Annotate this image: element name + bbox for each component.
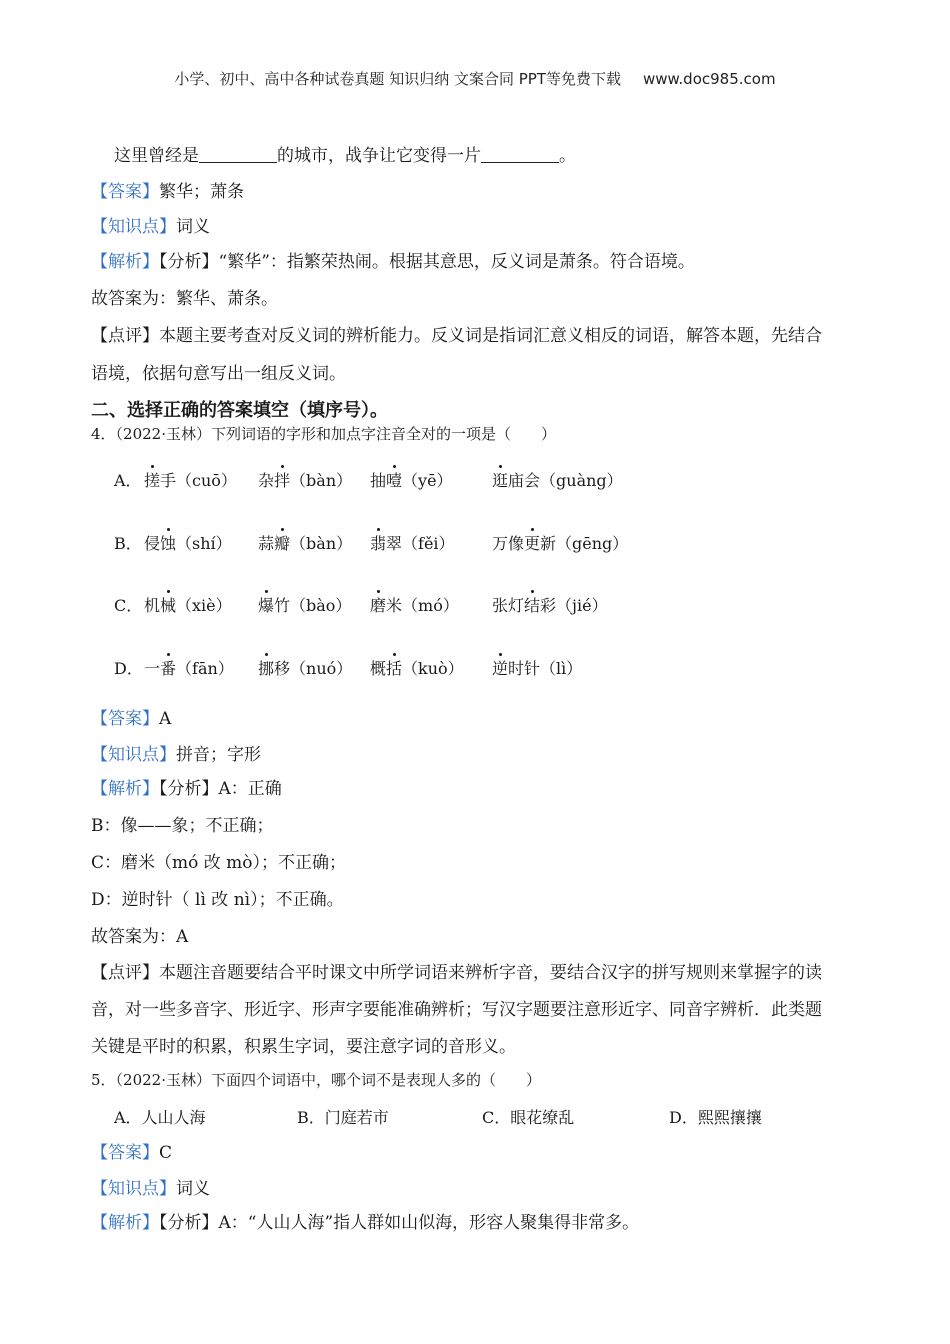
q4-review-line3: 关键是平时的积累，积累生字词，要注意字词的音形义。 <box>91 1037 516 1057</box>
word-part: 手（cuō） <box>160 471 237 490</box>
word-part: 翠（fěi） <box>386 534 455 553</box>
option-label: C． <box>114 596 143 615</box>
word-part: 概 <box>370 659 387 678</box>
analysis-tag: 【解析】 <box>91 1213 159 1233</box>
q4-review-line2: 音，对一些多音字、形近字、形声字要能准确辨析；写汉字题要注意形近字、同音字辨析．此类题 <box>91 1000 822 1020</box>
option-label: A． <box>114 471 142 490</box>
option-word <box>258 469 352 493</box>
blank-2[interactable] <box>481 144 559 163</box>
q4-review-line1: 【点评】本题注音题要结合平时课文中所学词语来辨析字音，要结合汉字的拼写规则来掌握字的读 <box>91 963 822 983</box>
knowledge-tag: 【知识点】 <box>91 745 176 765</box>
option-word <box>370 594 459 618</box>
option-word <box>370 532 455 556</box>
section-title: 二、选择正确的答案填空（填序号）。 <box>91 400 388 421</box>
option-word <box>492 594 608 618</box>
option-word <box>144 657 234 681</box>
answer-tag: 【答案】 <box>91 182 159 202</box>
q3-review-line2: 语境，依据句意写出一组反义词。 <box>91 364 346 384</box>
q3-answer <box>91 180 244 204</box>
q4-final: 故答案为：A <box>91 927 189 947</box>
word-part: 时针（lì） <box>508 659 583 678</box>
dotted-char: 噎 <box>386 471 403 490</box>
word-part: 蒜 <box>258 534 275 553</box>
dotted-char: 械 <box>160 596 177 615</box>
dotted-char: 爆 <box>258 596 275 615</box>
option-word <box>492 532 628 556</box>
knowledge-text: 拼音；字形 <box>176 745 261 765</box>
q3-sentence-a: 这里曾经是 <box>114 146 199 166</box>
word-part: （shí） <box>176 534 232 553</box>
word-part: 杂 <box>258 471 275 490</box>
dotted-char: 蚀 <box>160 534 177 553</box>
option-word <box>144 469 237 493</box>
q3-final: 故答案为：繁华、萧条。 <box>91 289 278 309</box>
q3-sentence <box>114 144 576 168</box>
q4-option-a[interactable] <box>114 469 714 495</box>
word-part: 彩（jié） <box>540 596 608 615</box>
dotted-char: 磨 <box>370 596 387 615</box>
q4-analysis-c: C：磨米（mó 改 mò）；不正确； <box>91 853 347 873</box>
option-word <box>144 532 232 556</box>
dotted-char: 逛 <box>492 471 509 490</box>
dotted-char: 括 <box>386 659 403 678</box>
dotted-char: 挪 <box>258 659 275 678</box>
q3-knowledge <box>91 215 210 239</box>
word-part: 机 <box>144 596 161 615</box>
q5-option-b[interactable]: B．门庭若市 <box>297 1108 389 1127</box>
q4-answer <box>91 707 171 731</box>
option-word <box>258 657 352 681</box>
knowledge-tag: 【知识点】 <box>91 1179 176 1199</box>
knowledge-text: 词义 <box>176 217 210 237</box>
word-part: （xiè） <box>176 596 232 615</box>
q4-option-d[interactable] <box>114 657 714 683</box>
analysis-tag: 【解析】 <box>91 779 159 799</box>
word-part: 万像 <box>492 534 525 553</box>
analysis-tag: 【解析】 <box>91 252 159 272</box>
knowledge-text: 词义 <box>176 1179 210 1199</box>
analysis-text: 【分析】A：正确 <box>159 779 282 799</box>
option-label: B． <box>114 534 142 553</box>
answer-text: 繁华；萧条 <box>159 182 244 202</box>
blank-1[interactable] <box>199 144 277 163</box>
word-part: 一 <box>144 659 161 678</box>
option-word <box>258 594 351 618</box>
header-text: 小学、初中、高中各种试卷真题 知识归纳 文案合同 PPT等免费下载 <box>174 70 621 88</box>
dotted-char: 拌 <box>274 471 291 490</box>
option-word <box>492 469 623 493</box>
option-word <box>258 532 352 556</box>
q3-sentence-b: 的城市，战争让它变得一片 <box>277 146 481 166</box>
dotted-char: 瓣 <box>274 534 291 553</box>
word-part: （kuò） <box>402 659 464 678</box>
q5-stem: 5．（2022·玉林）下面四个词语中，哪个词不是表现人多的（ ） <box>91 1071 541 1089</box>
q3-analysis <box>91 250 695 274</box>
q5-option-a[interactable]: A．人山人海 <box>114 1108 206 1127</box>
q3-sentence-c: 。 <box>559 146 576 166</box>
dotted-char: 搓 <box>144 471 161 490</box>
header-site: www.doc985.com <box>642 70 776 88</box>
option-word <box>492 657 582 681</box>
q3-review-line1: 【点评】本题主要考查对反义词的辨析能力。反义词是指词汇意义相反的词语，解答本题，先结合 <box>91 326 822 346</box>
answer-tag: 【答案】 <box>91 1143 159 1163</box>
dotted-char: 结 <box>524 596 541 615</box>
q4-option-b[interactable] <box>114 532 714 558</box>
word-part: （fān） <box>176 659 234 678</box>
q5-knowledge <box>91 1177 210 1201</box>
q5-option-c[interactable]: C．眼花缭乱 <box>482 1108 575 1127</box>
page-header <box>0 68 950 89</box>
answer-tag: 【答案】 <box>91 709 159 729</box>
q4-analysis-d: D：逆时针（ lì 改 nì）；不正确。 <box>91 890 344 910</box>
option-word <box>144 594 232 618</box>
dotted-char: 翡 <box>370 534 387 553</box>
option-label: D． <box>114 659 143 678</box>
word-part: （yē） <box>402 471 453 490</box>
analysis-text: 【分析】A：“人山人海”指人群如山似海，形容人聚集得非常多。 <box>159 1213 640 1233</box>
analysis-text: 【分析】“繁华”：指繁荣热闹。根据其意思，反义词是萧条。符合语境。 <box>159 252 695 272</box>
q4-knowledge <box>91 743 261 767</box>
word-part: （bàn） <box>290 471 353 490</box>
word-part: 米（mó） <box>386 596 459 615</box>
word-part: 侵 <box>144 534 161 553</box>
dotted-char: 更 <box>524 534 541 553</box>
q4-analysis-b: B：像——象；不正确； <box>91 816 274 836</box>
q4-stem: 4．（2022·玉林）下列词语的字形和加点字注音全对的一项是（ ） <box>91 425 556 443</box>
word-part: 庙会（guàng） <box>508 471 623 490</box>
word-part: 新（gēng） <box>540 534 629 553</box>
option-word <box>370 657 464 681</box>
q5-analysis <box>91 1211 639 1235</box>
word-part: 竹（bào） <box>274 596 352 615</box>
q5-option-d[interactable]: D．熙熙攘攘 <box>669 1108 762 1127</box>
option-word <box>370 469 453 493</box>
word-part: 抽 <box>370 471 387 490</box>
dotted-char: 番 <box>160 659 177 678</box>
knowledge-tag: 【知识点】 <box>91 217 176 237</box>
answer-text: C <box>159 1143 173 1163</box>
q5-answer <box>91 1141 172 1165</box>
word-part: 张灯 <box>492 596 525 615</box>
q4-analysis <box>91 777 282 801</box>
answer-text: A <box>159 709 172 729</box>
q4-option-c[interactable] <box>114 594 714 620</box>
word-part: （bàn） <box>290 534 353 553</box>
word-part: 移（nuó） <box>274 659 353 678</box>
dotted-char: 逆 <box>492 659 509 678</box>
